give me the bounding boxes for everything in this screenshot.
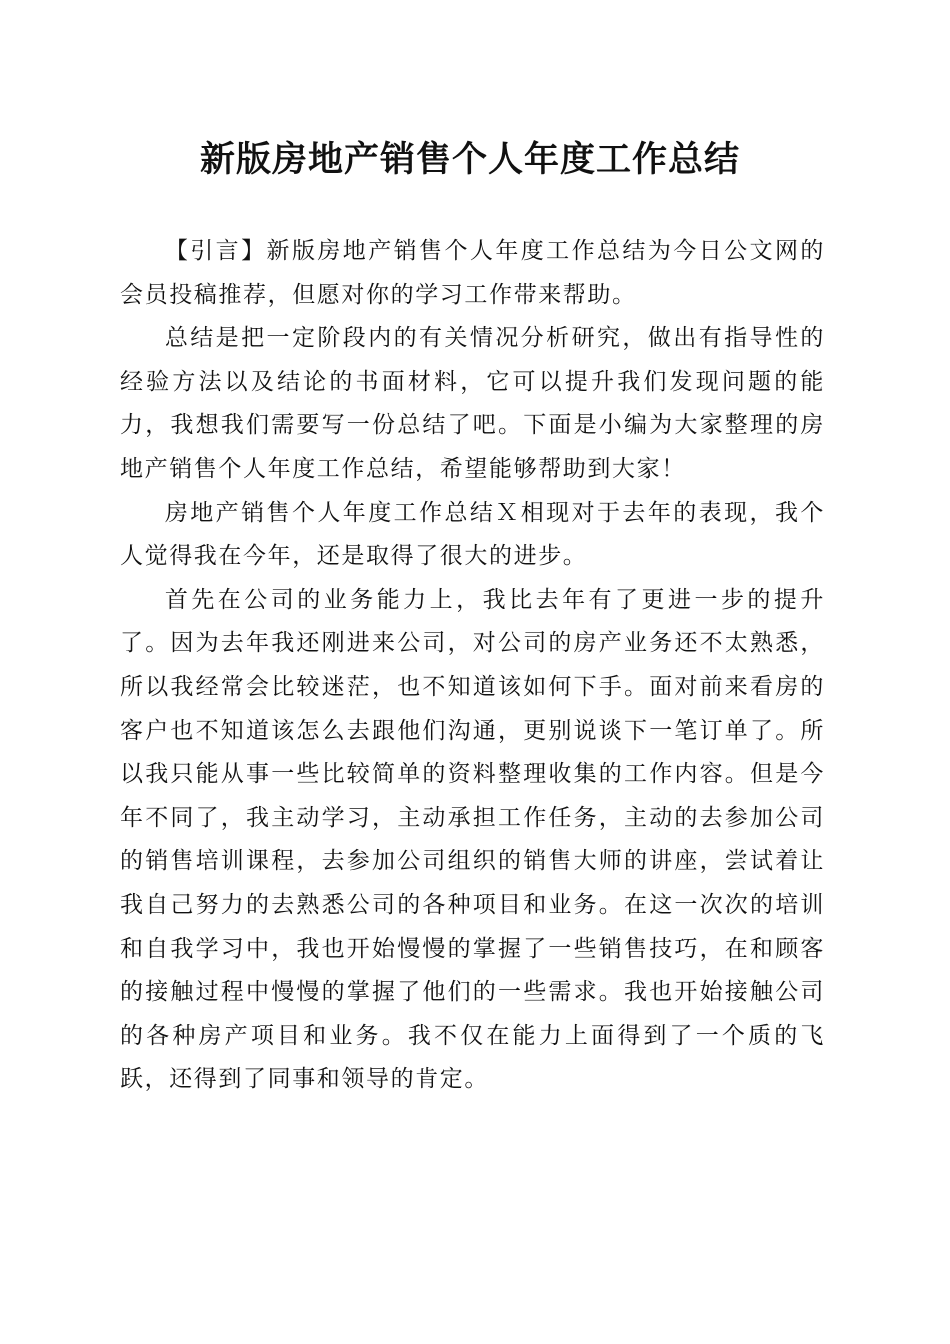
paragraph-business-ability: 首先在公司的业务能力上，我比去年有了更进一步的提升了。因为去年我还刚进来公司，对公司的房产业务还不太熟悉，所以我经常会比较迷茫，也不知道该如何下手。面对前来看房的客户也不知道该怎么去跟他们沟通，更别说谈下一笔订单了。所以我只能从事一些比较简单的资料整理收集的工作内容。但是今年不同了，我主动学习，主动承担工作任务，主动的去参加公司的销售培训课程，去参加公司组织的销售大师的讲座，尝试着让我自己努力的去熟悉公司的各种项目和业务。在这一次次的培训和自我学习中，我也开始慢慢的掌握了一些销售技巧，在和顾客的接触过程中慢慢的掌握了他们的一些需求。我也开始接触公司的各种房产项目和业务。我不仅在能力上面得到了一个质的飞跃，还得到了同事和领导的肯定。 <box>120 586 825 1093</box>
paragraph-intro: 【引言】新版房地产销售个人年度工作总结为今日公文网的会员投稿推荐，但愿对你的学习工作带来帮助。 <box>120 238 825 308</box>
paragraph-summary-definition: 总结是把一定阶段内的有关情况分析研究，做出有指导性的经验方法以及结论的书面材料，它可以提升我们发现问题的能力，我想我们需要写一份总结了吧。下面是小编为大家整理的房地产销售个人年度工作总结，希望能够帮助到大家！ <box>120 325 825 482</box>
document-body <box>120 230 825 1102</box>
paragraph-progress: 房地产销售个人年度工作总结Ｘ相现对于去年的表现，我个人觉得我在今年，还是取得了很大的进步。 <box>120 499 825 570</box>
document-title: 新版房地产销售个人年度工作总结 <box>199 139 740 180</box>
